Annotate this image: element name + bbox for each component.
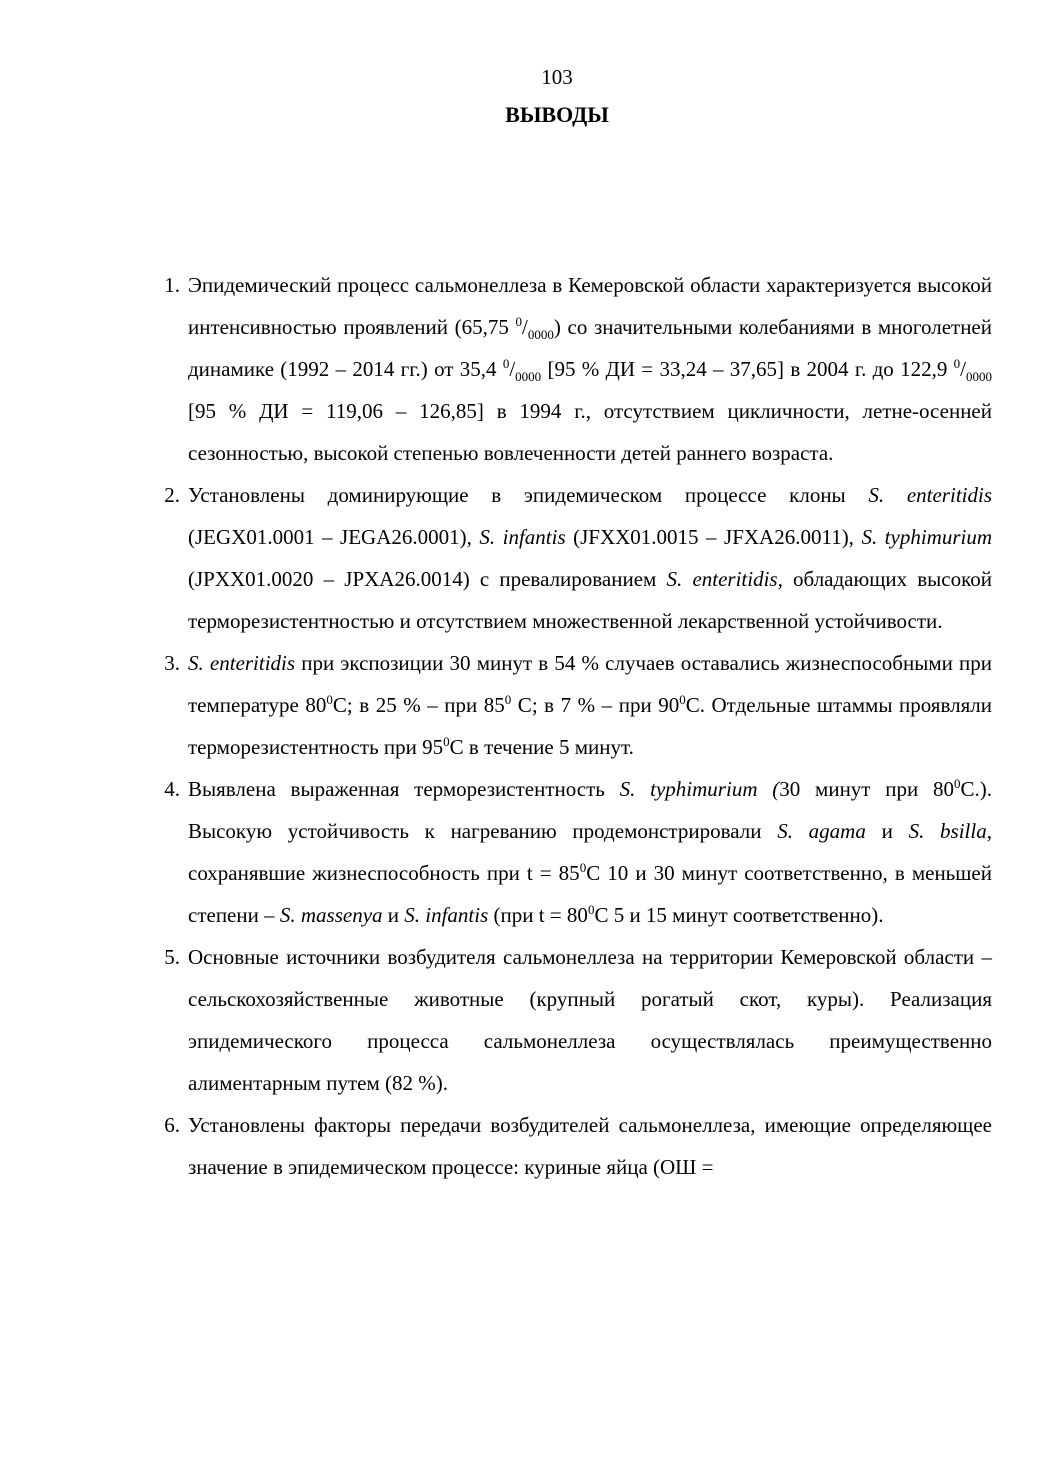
text-run: (JEGX01.0001 – JEGA26.0001),	[188, 525, 480, 549]
text-run: Основные источники возбудителя сальмонеллеза на территории Кемеровской области – сельскохозяйственные животные (крупный рогатый скот, куры). Реализация эпидемического процесса сальмонеллеза осуществлялась преимущественно алиментарным путем (82 %).	[188, 945, 992, 1095]
text-run: [95 % ДИ = 119,06 – 126,85] в 1994 г., отсутствием цикличности, летне-осенней сезонностью, высокой степенью вовлеченности детей раннего возраста.	[188, 399, 992, 465]
text-run: С 10 и 30 минут соответственно, в меньшей степени –	[188, 861, 992, 927]
unit-sup: 0	[954, 776, 961, 791]
species-name: S. typhimurium	[861, 525, 993, 549]
conclusion-text	[188, 474, 992, 642]
text-run: С 5 и 15 минут соответственно).	[594, 903, 884, 927]
conclusion-item	[150, 642, 992, 768]
unit-sup: 0	[579, 860, 587, 875]
text-run: и	[382, 903, 405, 927]
species-name: S. enteritidis	[188, 651, 296, 675]
text-run: ) со значительными колебаниями в многолетней динамике (1992 – 2014 гг.) от 35,4	[188, 315, 992, 381]
species-name: S. enteritidis,	[666, 567, 783, 591]
unit-sup: 0	[326, 692, 333, 707]
text-run: Эпидемический процесс сальмонеллеза в Кемеровской области характеризуется высокой интенсивностью проявлений (65,75	[188, 273, 992, 339]
conclusion-item	[150, 936, 992, 1104]
text-run: (при t = 80	[488, 903, 588, 927]
unit-sub: 0000	[965, 369, 992, 385]
conclusion-number: 2.	[164, 483, 180, 507]
conclusion-item	[150, 1104, 992, 1188]
species-name: S. agama	[777, 819, 866, 843]
text-run: (JFXX01.0015 – JFXA26.0011),	[565, 525, 862, 549]
conclusion-item	[150, 768, 992, 936]
unit-sup: 0	[587, 902, 595, 917]
conclusion-number: 1.	[164, 273, 180, 297]
conclusion-number: 4.	[164, 777, 180, 801]
species-name: S. bsilla	[908, 819, 987, 843]
text-run: С. Отдельные штаммы проявляли терморезистентность при 95	[188, 693, 992, 759]
text-run: С; в 7 % – при 90	[511, 693, 680, 717]
unit-sup: 0	[679, 692, 686, 707]
text-run: Выявлена выраженная терморезистентность	[188, 777, 620, 801]
conclusion-text	[188, 642, 992, 768]
text-run: при экспозиции 30 минут в 54 % случаев оставались жизнеспособными при температуре 80	[188, 651, 992, 717]
species-name: S. infantis	[404, 903, 489, 927]
unit-sup: 0	[515, 314, 523, 329]
unit-sup: 0	[504, 692, 512, 707]
unit-sub: 0000	[515, 369, 542, 385]
text-run: /	[509, 357, 516, 381]
text-run: [95 % ДИ = 33,24 – 37,65] в 2004 г. до 122,9	[541, 357, 954, 381]
text-run: /	[960, 357, 966, 381]
text-run: С; в 25 % – при 85	[332, 693, 505, 717]
unit-sub: 0000	[527, 327, 554, 343]
conclusion-number: 6.	[164, 1113, 180, 1137]
conclusions-list	[150, 264, 992, 1188]
species-name: S. infantis	[479, 525, 566, 549]
unit-sup: 0	[502, 356, 510, 371]
text-run: обладающих высокой терморезистентностью и отсутствием множественной лекарственной устойчивости.	[188, 567, 992, 633]
conclusion-text	[188, 936, 992, 1104]
conclusion-text	[188, 1104, 992, 1188]
conclusion-item	[150, 264, 992, 474]
conclusion-item	[150, 474, 992, 642]
text-run: /	[522, 315, 528, 339]
unit-sup: 0	[953, 356, 961, 371]
conclusion-text	[188, 768, 992, 936]
species-name: S. enteritidis	[868, 483, 992, 507]
text-run: , сохранявшие жизнеспособность при t = 85	[188, 819, 992, 885]
text-run: 30 минут при 80	[779, 777, 955, 801]
text-run: Установлены доминирующие в эпидемическом процессе клоны	[188, 483, 869, 507]
text-run: Установлены факторы передачи возбудителей сальмонеллеза, имеющие определяющее значение в эпидемическом процессе: куриные яйца (ОШ =	[188, 1113, 992, 1179]
page-number: 103	[541, 65, 573, 89]
species-name: S. typhimurium (	[619, 777, 780, 801]
unit-sup: 0	[443, 734, 450, 749]
conclusion-number: 5.	[164, 945, 180, 969]
text-run: (JPXX01.0020 – JPXA26.0014) с превалированием	[188, 567, 667, 591]
page-title: ВЫВОДЫ	[505, 102, 609, 127]
species-name: S. massenya	[279, 903, 383, 927]
conclusion-number: 3.	[164, 651, 180, 675]
text-run: и	[865, 819, 909, 843]
text-run: С в течение 5 минут.	[449, 735, 634, 759]
text-run: С.). Высокую устойчивость к нагреванию продемонстрировали	[188, 777, 993, 843]
conclusion-text	[188, 264, 992, 474]
